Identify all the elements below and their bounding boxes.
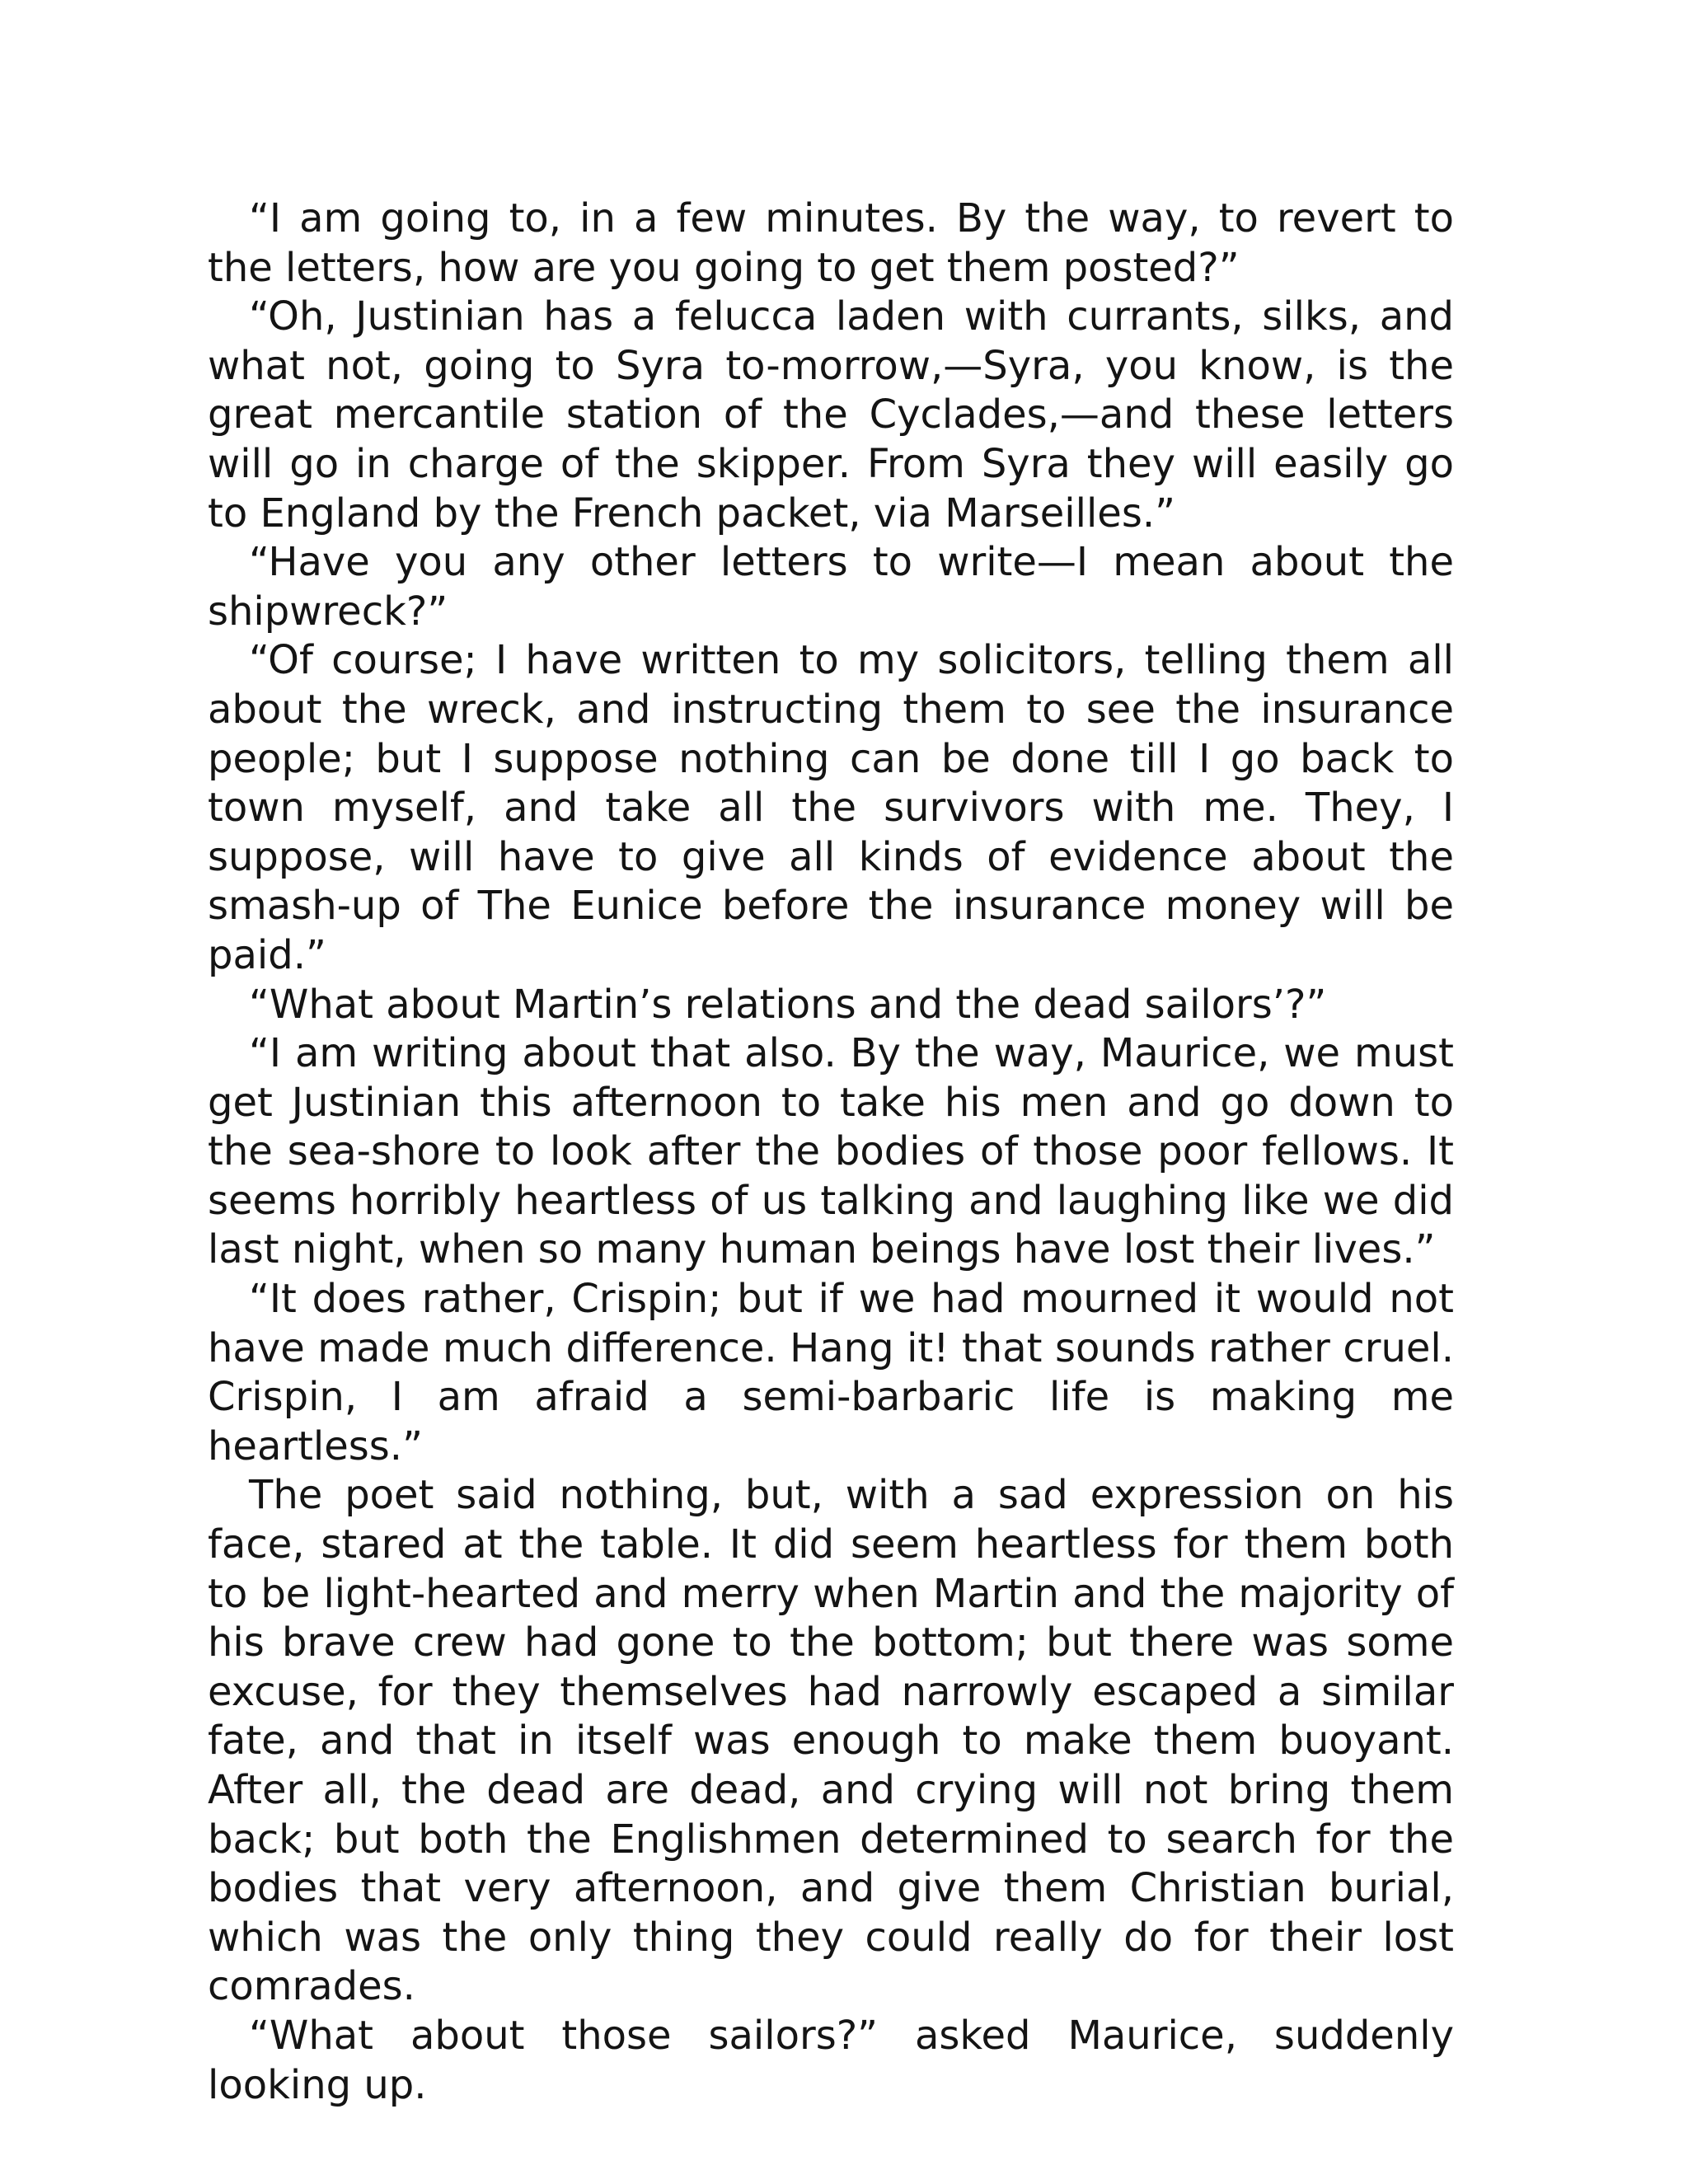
paragraph-9: “What about those sailors?” asked Maurice, suddenly looking up. bbox=[208, 2012, 1454, 2108]
paragraph-2: “Oh, Justinian has a felucca laden with currants, silks, and what not, going to Syra to-morrow,—Syra, you know, is the great mercantile station of the Cyclades,—and these letters will go in charge of the skipper. From Syra they will easily go to England by the French packet, via Marseilles.” bbox=[208, 293, 1454, 537]
paragraph-6: “I am writing about that also. By the way, Maurice, we must get Justinian this afternoon to take his men and go down to the sea-shore to look after the bodies of those poor fellows. It seems horribly heartless of us talking and laughing like we did last night, when so many human beings have lost their lives.” bbox=[208, 1030, 1454, 1273]
page-body bbox=[208, 194, 1454, 2110]
paragraph-1: “I am going to, in a few minutes. By the way, to revert to the letters, how are you going to get them posted?” bbox=[208, 195, 1454, 291]
paragraph-5: “What about Martin’s relations and the dead sailors’?” bbox=[249, 981, 1327, 1028]
paragraph-4: “Of course; I have written to my solicitors, telling them all about the wreck, and instructing them to see the insurance people; but I suppose nothing can be done till I go back to town myself, and take all the survivors with me. They, I suppose, will have to give all kinds of evidence about the smash-up of The Eunice before the insurance money will be paid.” bbox=[208, 637, 1454, 978]
paragraph-3: “Have you any other letters to write—I mean about the shipwreck?” bbox=[208, 539, 1454, 635]
paragraph-8: The poet said nothing, but, with a sad expression on his face, stared at the table. It did seem heartless for them both to be light-hearted and merry when Martin and the majority of his brave crew had gone to the bottom; but there was some excuse, for they themselves had narrowly escaped a similar fate, and that in itself was enough to make them buoyant. After all, the dead are dead, and crying will not bring them back; but both the Englishmen determined to search for the bodies that very afternoon, and give them Christian burial, which was the only thing they could really do for their lost comrades. bbox=[208, 1472, 1454, 2010]
paragraph-7: “It does rather, Crispin; but if we had mourned it would not have made much difference. Hang it! that sounds rather cruel. Crispin, I am afraid a semi-barbaric life is making me heartless.” bbox=[208, 1276, 1454, 1469]
